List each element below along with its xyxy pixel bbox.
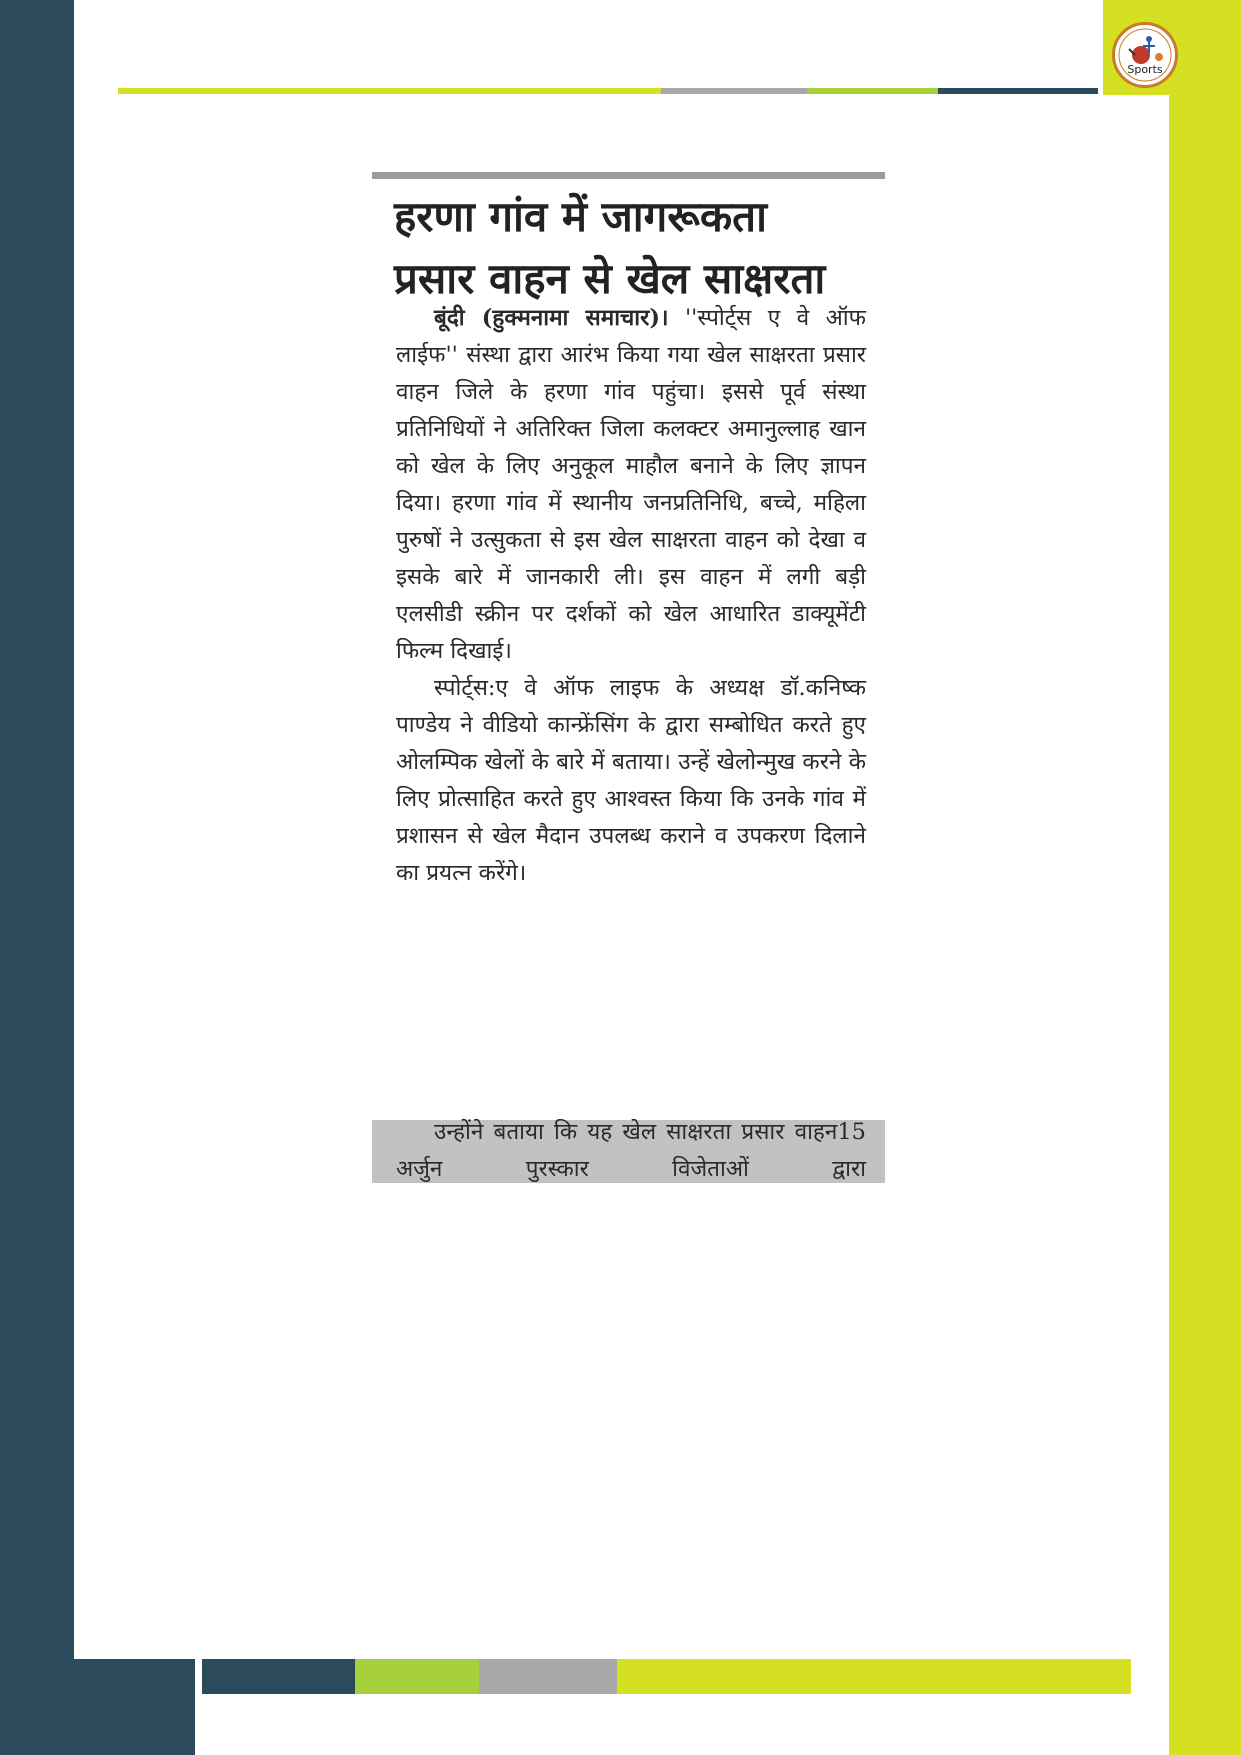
bottom-stripe-lime: [617, 1659, 1131, 1694]
dateline: बूंदी (हुक्मनामा समाचार)।: [434, 305, 669, 331]
left-bottom-block: [74, 1659, 195, 1755]
paragraph-3: उन्होंने बताया कि यह खेल साक्षरता प्रसार वाहन15 अर्जुन पुरस्कार विजेताओं द्वारा: [396, 1119, 866, 1182]
newspaper-clipping: [372, 172, 885, 1183]
logo-text: Sports: [1127, 63, 1163, 76]
paragraph-1-text: ''स्पोर्ट्स ए वे ऑफ लाईफ'' संस्था द्वारा आरंभ किया गया खेल साक्षरता प्रसार वाहन जिले के हरणा गांव पहुंचा। इससे पूर्व संस्था प्रतिनिधियों ने अतिरिक्त जिला कलक्टर अमानुल्लाह खान को खेल के लिए अनुकूल माहौल बनाने के लिए ज्ञापन दिया। हरणा गांव में स्थानीय जनप्रतिनिधि, बच्चे, महिला पुरुषों ने उत्सुकता से इस खेल साक्षरता वाहन को देखा व इसके बारे में जानकारी ली। इस वाहन में लगी बड़ी एलसीडी स्क्रीन पर दर्शकों को खेल आधारित डाक्यूमेंटी फिल्म दिखाई।: [396, 305, 866, 664]
bottom-stripe-navy: [202, 1659, 355, 1694]
top-stripe-gray: [661, 88, 807, 94]
article-headline: [394, 186, 874, 310]
headline-line-1: हरणा गांव में जागरूकता: [394, 192, 767, 241]
bottom-stripe-gray: [479, 1659, 617, 1694]
bottom-stripe-green: [355, 1659, 479, 1694]
sports-logo-icon: [1115, 25, 1175, 85]
top-stripe-navy: [938, 88, 1098, 94]
paragraph-2: स्पोर्ट्स:ए वे ऑफ लाइफ के अध्यक्ष डॉ.कनिष्क पाण्डेय ने वीडियो कान्फ्रेंसिंग के द्वारा सम्बोधित करते हुए ओलम्पिक खेलों के बारे में बताया। उन्हें खेलोन्मुख करने के लिए प्रोत्साहित करते हुए आश्वस्त किया कि उनके गांव में प्रशासन से खेल मैदान उपलब्ध कराने व उपकरण दिलाने का प्रयत्न करेंगे।: [396, 675, 866, 886]
article-body: [396, 300, 866, 892]
clipping-top-rule: [372, 172, 885, 179]
paragraph-1: [396, 300, 866, 670]
left-sidebar-bar: [0, 0, 74, 1755]
sports-logo: [1112, 22, 1178, 88]
top-stripe-green: [807, 88, 938, 94]
headline-line-2: प्रसार वाहन से खेल साक्षरता: [394, 254, 826, 303]
right-sidebar-bar: [1169, 95, 1241, 1755]
top-stripe-lime: [118, 88, 661, 94]
